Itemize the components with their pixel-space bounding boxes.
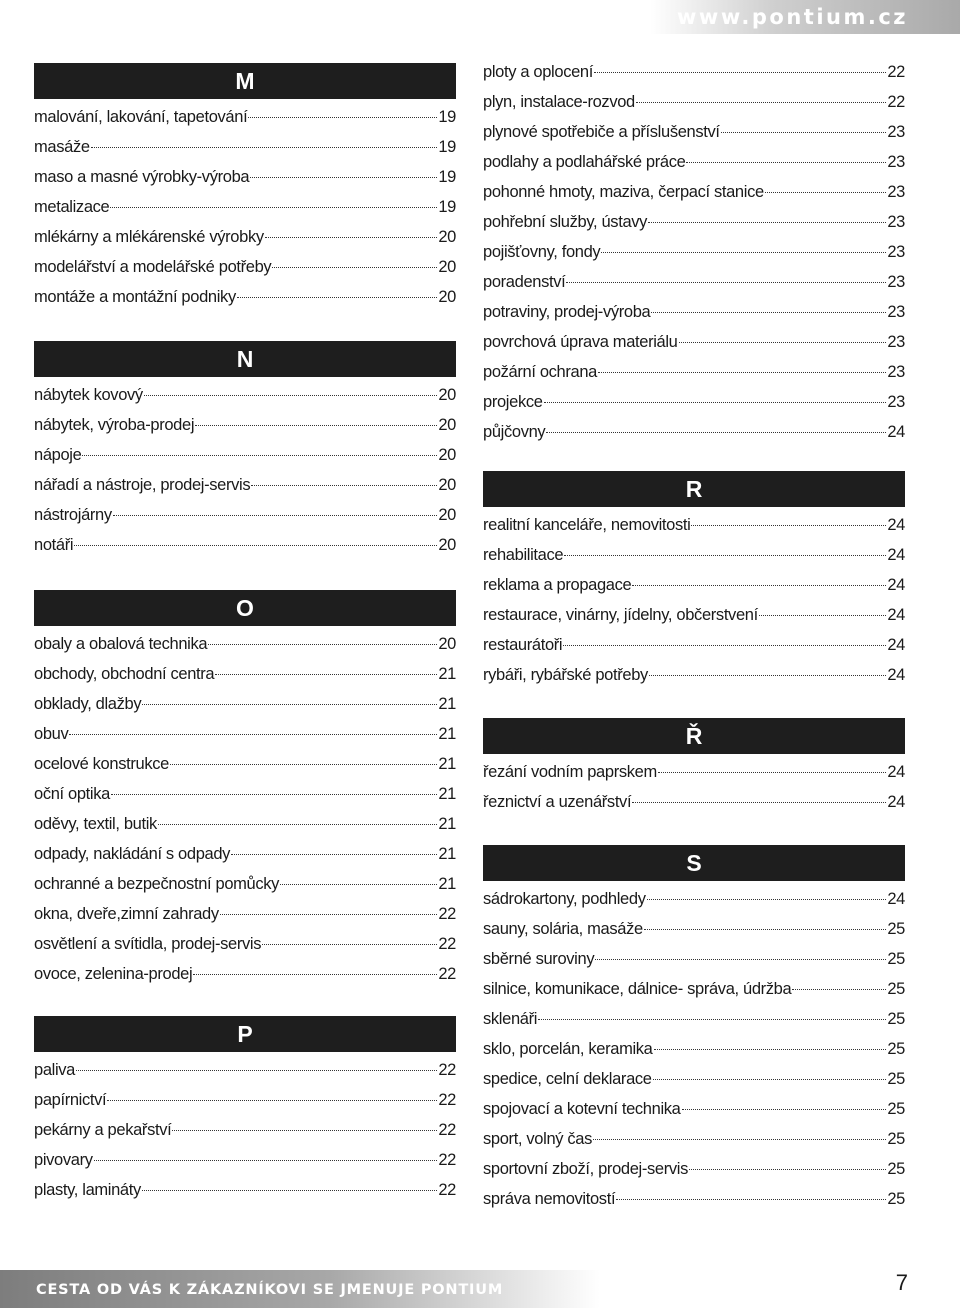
dot-leader (265, 237, 438, 238)
index-entry (34, 689, 456, 719)
entry-name: restaurátoři (483, 636, 563, 654)
dot-leader (594, 72, 886, 73)
entry-name: restaurace, vinárny, jídelny, občerstvení (483, 606, 758, 624)
index-entry (34, 629, 456, 659)
dot-leader (215, 674, 437, 675)
dot-leader (686, 162, 886, 163)
index-entry (34, 719, 456, 749)
dot-leader (721, 132, 887, 133)
index-entry (34, 252, 456, 282)
index-entry (483, 87, 905, 117)
entry-name: ovoce, zelenina-prodej (34, 965, 193, 983)
page-number: 7 (895, 1270, 908, 1295)
dot-leader (220, 914, 438, 915)
dot-leader (272, 267, 437, 268)
entry-page-number: 22 (438, 1121, 456, 1139)
dot-leader (546, 432, 886, 433)
entry-name: plyn, instalace-rozvod (483, 93, 635, 111)
entry-page-number: 23 (887, 363, 905, 381)
index-entry (483, 570, 905, 600)
dot-leader (636, 102, 886, 103)
entry-page-number: 21 (438, 725, 456, 743)
dot-leader (142, 1190, 437, 1191)
dot-leader (792, 989, 886, 990)
entry-name: reklama a propagace (483, 576, 632, 594)
dot-leader (616, 1199, 886, 1200)
entry-name: sběrné suroviny (483, 950, 595, 968)
entry-list (483, 884, 905, 1214)
entry-name: povrchová úprava materiálu (483, 333, 678, 351)
dot-leader (689, 1169, 886, 1170)
entry-name: potraviny, prodej-výroba (483, 303, 651, 321)
index-entry (483, 417, 905, 447)
index-section (483, 718, 905, 817)
entry-name: plynové spotřebiče a příslušenství (483, 123, 720, 141)
entry-page-number: 25 (887, 1160, 905, 1178)
entry-page-number: 23 (887, 333, 905, 351)
entry-name: nástrojárny (34, 506, 112, 524)
entry-page-number: 25 (887, 950, 905, 968)
entry-list (34, 629, 456, 989)
index-entry (34, 1115, 456, 1145)
entry-page-number: 22 (438, 1181, 456, 1199)
dot-leader (193, 974, 437, 975)
section-letter-heading: P (34, 1016, 456, 1052)
entry-page-number: 20 (438, 476, 456, 494)
index-entry (34, 380, 456, 410)
dot-leader (682, 1109, 887, 1110)
entry-name: rybáři, rybářské potřeby (483, 666, 648, 684)
index-entry (483, 510, 905, 540)
entry-name: malování, lakování, tapetování (34, 108, 248, 126)
entry-page-number: 21 (438, 875, 456, 893)
dot-leader (170, 764, 437, 765)
entry-name: mlékárny a mlékárenské výrobky (34, 228, 264, 246)
index-entry (34, 410, 456, 440)
entry-page-number: 24 (887, 890, 905, 908)
dot-leader (158, 824, 437, 825)
dot-leader (172, 1130, 437, 1131)
entry-page-number: 23 (887, 123, 905, 141)
index-entry (34, 749, 456, 779)
entry-name: obuv (34, 725, 69, 743)
dot-leader (563, 645, 886, 646)
entry-page-number: 22 (438, 905, 456, 923)
entry-page-number: 24 (887, 546, 905, 564)
entry-name: projekce (483, 393, 543, 411)
entry-name: montáže a montážní podniky (34, 288, 236, 306)
entry-list (483, 510, 905, 690)
entry-name: spedice, celní deklarace (483, 1070, 652, 1088)
entry-page-number: 23 (887, 213, 905, 231)
dot-leader (280, 884, 437, 885)
entry-name: sklo, porcelán, keramika (483, 1040, 653, 1058)
entry-page-number: 25 (887, 1100, 905, 1118)
dot-leader (564, 555, 886, 556)
entry-name: poradenství (483, 273, 566, 291)
entry-name: správa nemovitostí (483, 1190, 616, 1208)
entry-page-number: 20 (438, 228, 456, 246)
footer-bar (0, 1270, 600, 1308)
entry-name: odpady, nakládání s odpady (34, 845, 231, 863)
index-entry (34, 1145, 456, 1175)
index-entry (34, 530, 456, 560)
index-entry (483, 914, 905, 944)
entry-page-number: 22 (438, 1151, 456, 1169)
entry-name: pojišťovny, fondy (483, 243, 601, 261)
dot-leader (144, 395, 438, 396)
entry-name: spojovací a kotevní technika (483, 1100, 681, 1118)
entry-page-number: 22 (438, 935, 456, 953)
index-entry (483, 600, 905, 630)
dot-leader (765, 192, 887, 193)
section-letter-heading: R (483, 471, 905, 507)
index-entry (483, 357, 905, 387)
entry-name: realitní kanceláře, nemovitosti (483, 516, 691, 534)
index-entry (34, 500, 456, 530)
entry-name: paliva (34, 1061, 76, 1079)
entry-name: metalizace (34, 198, 110, 216)
dot-leader (250, 177, 437, 178)
dot-leader (601, 252, 886, 253)
entry-name: maso a masné výrobky-výroba (34, 168, 250, 186)
index-entry (483, 297, 905, 327)
entry-name: nápoje (34, 446, 82, 464)
dot-leader (679, 342, 887, 343)
index-entry (34, 162, 456, 192)
index-entry (483, 540, 905, 570)
index-entry (483, 630, 905, 660)
entry-name: řeznictví a uzenářství (483, 793, 632, 811)
entry-list (483, 757, 905, 817)
section-letter-heading: O (34, 590, 456, 626)
index-entry (483, 117, 905, 147)
index-entry (483, 757, 905, 787)
dot-leader (231, 854, 437, 855)
entry-page-number: 20 (438, 258, 456, 276)
index-entry (34, 779, 456, 809)
dot-leader (69, 734, 437, 735)
entry-page-number: 21 (438, 755, 456, 773)
entry-page-number: 24 (887, 606, 905, 624)
dot-leader (113, 515, 438, 516)
index-entry (34, 959, 456, 989)
index-entry (483, 1124, 905, 1154)
entry-page-number: 22 (438, 1061, 456, 1079)
entry-page-number: 23 (887, 273, 905, 291)
index-entry (34, 440, 456, 470)
entry-page-number: 23 (887, 303, 905, 321)
index-entry (483, 147, 905, 177)
dot-leader (648, 222, 886, 223)
entry-name: pivovary (34, 1151, 93, 1169)
index-section (483, 845, 905, 1214)
entry-name: nářadí a nástroje, prodej-servis (34, 476, 251, 494)
dot-leader (111, 794, 437, 795)
index-entry (483, 177, 905, 207)
index-entry (34, 809, 456, 839)
entry-page-number: 24 (887, 636, 905, 654)
dot-leader (82, 455, 437, 456)
entry-name: řezání vodním paprskem (483, 763, 657, 781)
entry-name: pohřební služby, ústavy (483, 213, 648, 231)
dot-leader (651, 312, 886, 313)
dot-leader (595, 959, 886, 960)
dot-leader (658, 772, 886, 773)
section-letter-heading: N (34, 341, 456, 377)
index-entry (34, 899, 456, 929)
dot-leader (647, 899, 887, 900)
entry-name: okna, dveře,zimní zahrady (34, 905, 219, 923)
index-entry (483, 660, 905, 690)
index-entry (34, 222, 456, 252)
index-entry (34, 470, 456, 500)
dot-leader (593, 1139, 886, 1140)
entry-name: nábytek kovový (34, 386, 143, 404)
entry-page-number: 22 (887, 63, 905, 81)
entry-name: masáže (34, 138, 90, 156)
entry-name: silnice, komunikace, dálnice- správa, údržba (483, 980, 792, 998)
dot-leader (544, 402, 887, 403)
entry-name: ochranné a bezpečnostní pomůcky (34, 875, 280, 893)
entry-name: půjčovny (483, 423, 546, 441)
entry-page-number: 25 (887, 920, 905, 938)
entry-page-number: 22 (887, 93, 905, 111)
dot-leader (76, 1070, 437, 1071)
entry-page-number: 24 (887, 576, 905, 594)
dot-leader (566, 282, 886, 283)
index-section (34, 341, 456, 560)
dot-leader (644, 929, 887, 930)
entry-page-number: 23 (887, 153, 905, 171)
entry-page-number: 21 (438, 665, 456, 683)
entry-page-number: 25 (887, 1010, 905, 1028)
index-entry (483, 1094, 905, 1124)
entry-page-number: 24 (887, 516, 905, 534)
entry-name: požární ochrana (483, 363, 597, 381)
entry-page-number: 19 (438, 138, 456, 156)
dot-leader (91, 147, 438, 148)
index-entry (483, 237, 905, 267)
index-entry (34, 132, 456, 162)
entry-page-number: 25 (887, 1190, 905, 1208)
index-entry (483, 207, 905, 237)
entry-name: ploty a oplocení (483, 63, 593, 81)
index-entry (34, 839, 456, 869)
index-entry (34, 102, 456, 132)
index-section (34, 1016, 456, 1205)
dot-leader (632, 802, 886, 803)
index-section (483, 57, 905, 447)
index-entry (34, 659, 456, 689)
entry-name: ocelové konstrukce (34, 755, 169, 773)
entry-name: sklenáři (483, 1010, 538, 1028)
dot-leader (94, 1160, 438, 1161)
entry-page-number: 23 (887, 243, 905, 261)
entry-page-number: 22 (438, 1091, 456, 1109)
dot-leader (110, 207, 437, 208)
entry-list (34, 1055, 456, 1205)
site-url: www.pontium.cz (677, 5, 908, 29)
entry-name: papírnictví (34, 1091, 107, 1109)
index-entry (483, 387, 905, 417)
dot-leader (142, 704, 437, 705)
dot-leader (107, 1100, 437, 1101)
entry-page-number: 25 (887, 1070, 905, 1088)
index-entry (34, 1055, 456, 1085)
entry-page-number: 20 (438, 386, 456, 404)
dot-leader (237, 297, 437, 298)
index-entry (483, 974, 905, 1004)
entry-page-number: 24 (887, 793, 905, 811)
index-entry (34, 929, 456, 959)
index-entry (483, 1154, 905, 1184)
dot-leader (74, 545, 437, 546)
dot-leader (598, 372, 886, 373)
section-letter-heading: S (483, 845, 905, 881)
entry-name: sport, volný čas (483, 1130, 593, 1148)
entry-page-number: 25 (887, 1040, 905, 1058)
entry-name: podlahy a podlahářské práce (483, 153, 686, 171)
section-letter-heading: M (34, 63, 456, 99)
dot-leader (632, 585, 886, 586)
entry-page-number: 21 (438, 815, 456, 833)
entry-name: obklady, dlažby (34, 695, 142, 713)
dot-leader (248, 117, 437, 118)
entry-page-number: 22 (438, 965, 456, 983)
entry-page-number: 21 (438, 845, 456, 863)
entry-page-number: 20 (438, 446, 456, 464)
entry-page-number: 23 (887, 183, 905, 201)
entry-name: osvětlení a svítidla, prodej-servis (34, 935, 262, 953)
entry-page-number: 19 (438, 168, 456, 186)
dot-leader (262, 944, 437, 945)
entry-page-number: 25 (887, 1130, 905, 1148)
index-entry (483, 57, 905, 87)
index-entry (483, 1064, 905, 1094)
index-entry (483, 944, 905, 974)
index-entry (34, 1085, 456, 1115)
index-section (34, 63, 456, 312)
entry-name: plasty, lamináty (34, 1181, 141, 1199)
entry-page-number: 24 (887, 763, 905, 781)
entry-name: oční optika (34, 785, 110, 803)
entry-page-number: 21 (438, 695, 456, 713)
entry-name: obchody, obchodní centra (34, 665, 215, 683)
entry-page-number: 19 (438, 198, 456, 216)
entry-page-number: 21 (438, 785, 456, 803)
index-section (483, 471, 905, 690)
dot-leader (251, 485, 437, 486)
entry-page-number: 20 (438, 635, 456, 653)
entry-page-number: 20 (438, 536, 456, 554)
entry-name: modelářství a modelářské potřeby (34, 258, 272, 276)
dot-leader (653, 1079, 887, 1080)
dot-leader (649, 675, 886, 676)
entry-page-number: 20 (438, 416, 456, 434)
index-entry (34, 192, 456, 222)
entry-name: oděvy, textil, butik (34, 815, 157, 833)
dot-leader (208, 644, 437, 645)
entry-name: rehabilitace (483, 546, 564, 564)
index-entry (483, 787, 905, 817)
index-entry (34, 1175, 456, 1205)
entry-name: nábytek, výroba-prodej (34, 416, 195, 434)
index-entry (483, 267, 905, 297)
dot-leader (654, 1049, 887, 1050)
index-section (34, 590, 456, 989)
entry-list (34, 380, 456, 560)
header-bar (650, 0, 960, 34)
entry-name: obaly a obalová technika (34, 635, 208, 653)
dot-leader (538, 1019, 886, 1020)
entry-list (483, 57, 905, 447)
entry-page-number: 24 (887, 666, 905, 684)
entry-page-number: 23 (887, 393, 905, 411)
index-entry (483, 1034, 905, 1064)
dot-leader (759, 615, 887, 616)
index-entry (483, 327, 905, 357)
index-entry (34, 282, 456, 312)
entry-page-number: 19 (438, 108, 456, 126)
entry-name: sauny, solária, masáže (483, 920, 643, 938)
index-entry (483, 1004, 905, 1034)
entry-page-number: 20 (438, 506, 456, 524)
entry-name: sportovní zboží, prodej-servis (483, 1160, 689, 1178)
footer-slogan: CESTA OD VÁS K ZÁKAZNÍKOVI SE JMENUJE PONTIUM (36, 1282, 504, 1298)
index-entry (483, 1184, 905, 1214)
entry-page-number: 24 (887, 423, 905, 441)
entry-name: notáři (34, 536, 74, 554)
entry-page-number: 25 (887, 980, 905, 998)
entry-name: pohonné hmoty, maziva, čerpací stanice (483, 183, 764, 201)
dot-leader (691, 525, 886, 526)
entry-name: sádrokartony, podhledy (483, 890, 646, 908)
entry-name: pekárny a pekařství (34, 1121, 172, 1139)
section-letter-heading: Ř (483, 718, 905, 754)
index-entry (34, 869, 456, 899)
index-entry (483, 884, 905, 914)
entry-list (34, 102, 456, 312)
dot-leader (195, 425, 437, 426)
entry-page-number: 20 (438, 288, 456, 306)
